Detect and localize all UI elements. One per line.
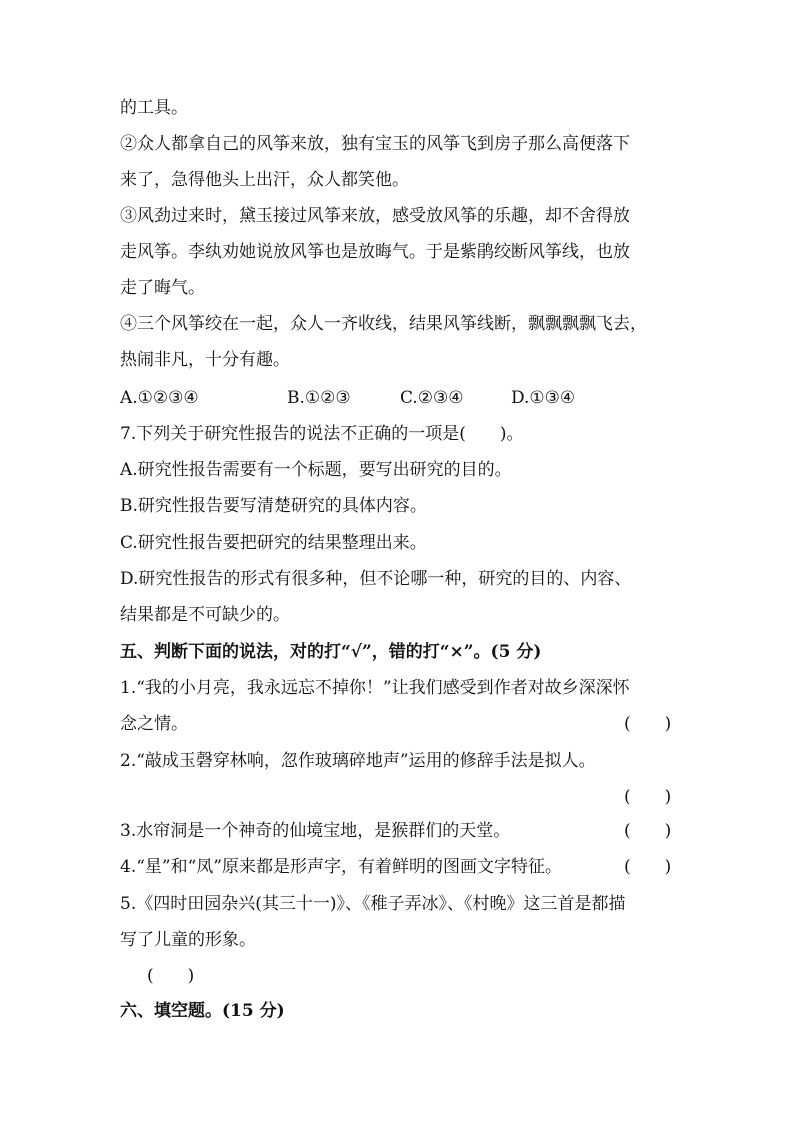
s5-q4: 4.“星”和“凤”原来都是形声字，有着鲜明的图画文字特征。 <box>120 857 562 877</box>
q7-option-a: A.研究性报告需要有一个标题，要写出研究的目的。 <box>120 460 512 480</box>
q6-item-2-line-1: ②众人都拿自己的风筝来放，独有宝玉的风筝飞到房子那么高便落下 <box>120 134 630 154</box>
q7-option-d-line-2: 结果都是不可缺少的。 <box>120 605 290 625</box>
q6-item-3-line-2: 走风筝。李纨劝她说放风筝也是放晦气。于是紫鹃绞断风筝线，也放 <box>120 242 630 262</box>
s5-q3: 3.水帘洞是一个神奇的仙境宝地，是猴群们的天堂。 <box>120 821 511 841</box>
q6-option-b: B.①②③ <box>287 388 351 408</box>
q6-option-d: D.①③④ <box>511 388 576 408</box>
s5-q1-line-2: 念之情。 <box>120 714 188 734</box>
q6-item-3-line-1: ③风劲过来时，黛玉接过风筝来放，感受放风筝的乐趣，却不舍得放 <box>120 206 630 226</box>
s5-q4-answer-blank[interactable]: ( ) <box>624 857 672 877</box>
s5-q2-line-1: 2.“敲成玉磬穿林响，忽作玻璃碎地声”运用的修辞手法是拟人。 <box>120 751 596 771</box>
q6-option-a: A.①②③④ <box>120 388 199 408</box>
q6-item-2-line-2: 来了，急得他头上出汗，众人都笑他。 <box>120 170 409 190</box>
section-5-heading: 五、判断下面的说法，对的打“√”，错的打“×”。(5 分) <box>120 642 542 662</box>
q6-option-c: C.②③④ <box>400 388 464 408</box>
s5-q1-answer-blank[interactable]: ( ) <box>624 714 672 734</box>
q7-option-b: B.研究性报告要写清楚研究的具体内容。 <box>120 496 427 516</box>
section-6-heading: 六、填空题。(15 分) <box>120 1001 285 1021</box>
q7-option-c: C.研究性报告要把研究的结果整理出来。 <box>120 533 427 553</box>
q6-text-line-0: 的工具。 <box>120 98 188 118</box>
q6-item-4-line-2: 热闹非凡，十分有趣。 <box>120 350 290 370</box>
s5-q5-line-1: 5.《四时田园杂兴(其三十一)》、《稚子弄冰》、《村晚》这三首是都描 <box>120 894 626 914</box>
s5-q5-answer-blank[interactable]: ( ) <box>147 966 195 986</box>
q7-option-d-line-1: D.研究性报告的形式有很多种，但不论哪一种，研究的目的、内容、 <box>120 569 632 589</box>
s5-q1-line-1: 1.“我的小月亮，我永远忘不掉你！”让我们感受到作者对故乡深深怀 <box>120 678 630 698</box>
q6-item-4-line-1: ④三个风筝绞在一起，众人一齐收线，结果风筝线断，飘飘飘飘飞去， <box>120 314 647 334</box>
s5-q5-line-2: 写了儿童的形象。 <box>120 930 256 950</box>
q7-stem: 7.下列关于研究性报告的说法不正确的一项是( )。 <box>120 424 524 444</box>
q6-item-3-line-3: 走了晦气。 <box>120 278 205 298</box>
s5-q2-answer-blank[interactable]: ( ) <box>624 787 672 807</box>
s5-q3-answer-blank[interactable]: ( ) <box>624 821 672 841</box>
